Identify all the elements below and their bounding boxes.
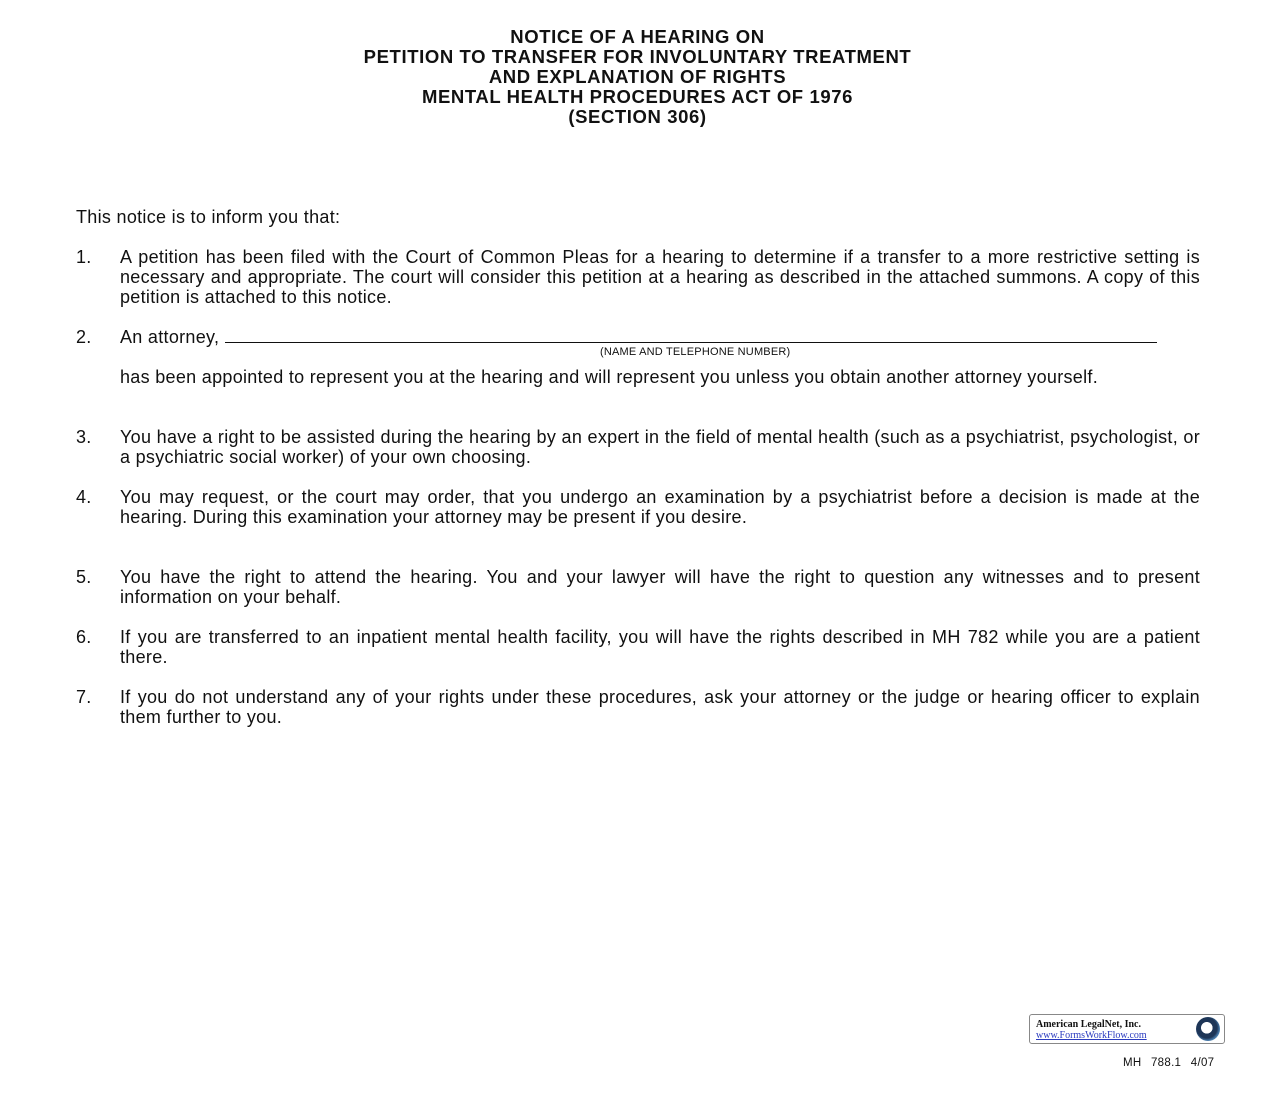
list-item <box>76 687 1200 727</box>
item-number: 1. <box>76 247 92 267</box>
item-number: 5. <box>76 567 92 587</box>
publisher-logo[interactable] <box>1029 1014 1225 1044</box>
title-line: (SECTION 306) <box>568 106 707 127</box>
title-line: PETITION TO TRANSFER FOR INVOLUNTARY TREATMENT <box>363 46 912 67</box>
logo-url-link[interactable]: www.FormsWorkFlow.com <box>1036 1030 1147 1041</box>
item-text: You may request, or the court may order, that you undergo an examination by a psychiatrist before a decision is made at the hearing. During this examination your attorney may be present if you desire. <box>120 487 1200 527</box>
item-text: If you do not understand any of your rights under these procedures, ask your attorney or the judge or hearing officer to explain them further to you. <box>120 687 1200 727</box>
list-item <box>76 567 1200 607</box>
item-text: If you are transferred to an inpatient mental health facility, you will have the rights described in MH 782 while you are a patient there. <box>120 627 1200 667</box>
list-item <box>76 487 1200 527</box>
item-number: 2. <box>76 327 92 347</box>
attorney-name-field[interactable] <box>225 328 1157 343</box>
item-text-continuation: has been appointed to represent you at the hearing and will represent you unless you obtain another attorney yourself. <box>120 367 1099 387</box>
title-line: AND EXPLANATION OF RIGHTS <box>488 66 787 87</box>
title-line: NOTICE OF A HEARING ON <box>510 26 765 47</box>
document-title <box>0 27 1275 127</box>
list-item <box>76 427 1200 467</box>
item-text: A petition has been filed with the Court of Common Pleas for a hearing to determine if a transfer to a more restrictive setting is necessary and appropriate. The court will consider this petition at a hearing as described in the attached summons. A copy of this petition is attached to this notice. <box>120 247 1200 307</box>
globe-icon <box>1196 1017 1220 1041</box>
form-date: 4/07 <box>1190 1057 1215 1069</box>
item-text: You have a right to be assisted during the hearing by an expert in the field of mental health (such as a psychiatrist, psychologist, or a psychiatric social worker) of your own choosing. <box>120 427 1200 467</box>
item-number: 6. <box>76 627 92 647</box>
list-item <box>76 327 1200 347</box>
logo-company: American LegalNet, Inc. <box>1036 1019 1141 1030</box>
intro-text: This notice is to inform you that: <box>76 207 341 227</box>
form-number <box>1123 1057 1214 1069</box>
item-number: 4. <box>76 487 92 507</box>
list-item <box>76 627 1200 667</box>
item-number: 7. <box>76 687 92 707</box>
field-caption: (NAME AND TELEPHONE NUMBER) <box>600 346 791 358</box>
title-line: MENTAL HEALTH PROCEDURES ACT OF 1976 <box>421 86 854 107</box>
item-number: 3. <box>76 427 92 447</box>
item-text: You have the right to attend the hearing. You and your lawyer will have the right to question any witnesses and to present information on your behalf. <box>120 567 1200 607</box>
list-item <box>76 247 1200 307</box>
form-number-text: MH 788.1 <box>1123 1057 1182 1069</box>
item-text: An attorney, <box>120 327 220 347</box>
